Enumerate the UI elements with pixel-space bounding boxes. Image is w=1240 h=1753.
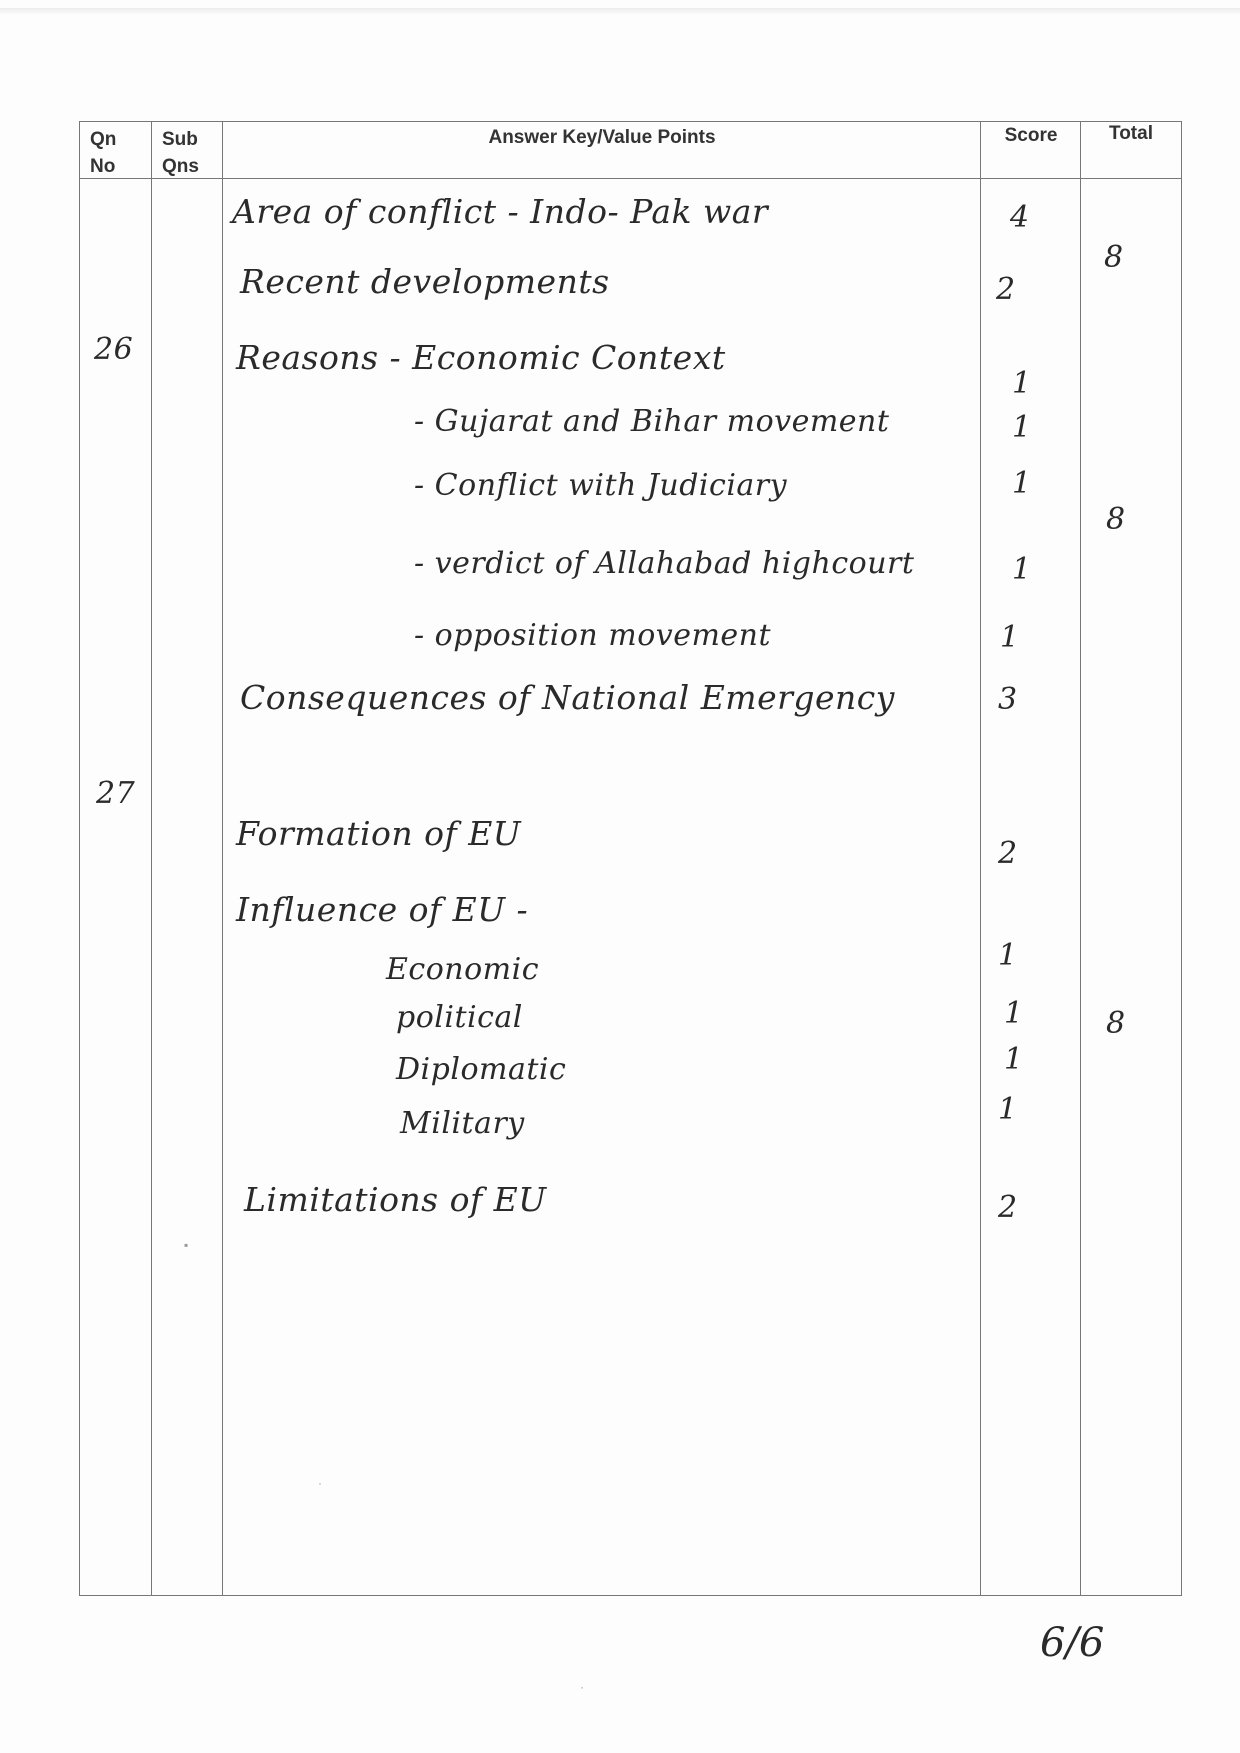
score-area-of-conflict: 4 [1010,200,1030,235]
answer-point-limitations-eu: Limitations of EU [244,1180,547,1219]
column-divider-sub [222,121,223,1596]
score-allahabad-verdict: 1 [1012,552,1032,587]
answer-point-allahabad-verdict: - verdict of Allahabad highcourt [414,546,915,581]
answer-point-opposition-movement: - opposition movement [414,618,772,653]
answer-point-recent-developments: Recent developments [240,262,610,301]
total-q25: 8 [1104,240,1124,275]
question-number-26: 26 [94,332,134,367]
score-opposition-movement: 1 [1000,620,1020,655]
scan-speck: · [318,1476,322,1490]
score-gujarat-bihar: 1 [1012,410,1032,445]
total-q27: 8 [1106,1006,1126,1041]
column-divider-answer [980,121,981,1596]
score-limitations-eu: 2 [998,1190,1018,1225]
answer-point-conflict-judiciary: - Conflict with Judiciary [414,468,788,503]
score-conflict-judiciary: 1 [1012,466,1032,501]
scan-speck: · [580,1680,584,1694]
header-score: Score [1004,125,1058,146]
score-economic: 1 [998,938,1018,973]
header-qn-no: Qn No [90,129,117,177]
score-diplomatic: 1 [1004,1042,1024,1077]
score-recent-developments: 2 [996,272,1016,307]
answer-point-consequences: Consequences of National Emergency [240,678,895,717]
score-political: 1 [1004,996,1024,1031]
answer-point-influence-eu: Influence of EU - [236,890,529,929]
total-q26: 8 [1106,502,1126,537]
question-number-27: 27 [96,776,136,811]
answer-point-area-of-conflict: Area of conflict - Indo- Pak war [232,192,769,231]
column-divider-score [1080,121,1081,1596]
score-economic-context: 1 [1012,366,1032,401]
header-total: Total [1109,123,1153,144]
column-divider-qn [151,121,152,1596]
scan-top-edge [0,8,1240,14]
answer-point-military: Military [400,1106,525,1141]
header-divider [79,178,1182,179]
answer-point-economic: Economic [386,952,539,987]
score-military: 1 [998,1092,1018,1127]
header-sub-qns: Sub Qns [162,129,199,177]
page-number: 6/6 [1040,1620,1105,1666]
answer-point-formation-eu: Formation of EU [236,814,522,853]
answer-point-political: political [396,1000,523,1035]
answer-point-diplomatic: Diplomatic [396,1052,567,1087]
score-formation-eu: 2 [998,836,1018,871]
score-consequences: 3 [998,682,1018,717]
header-answer-key: Answer Key/Value Points [488,127,716,148]
answer-point-reasons: Reasons - Economic Context [236,338,726,377]
answer-point-gujarat-bihar: - Gujarat and Bihar movement [414,404,890,439]
scan-speck: ▪ [184,1238,189,1252]
